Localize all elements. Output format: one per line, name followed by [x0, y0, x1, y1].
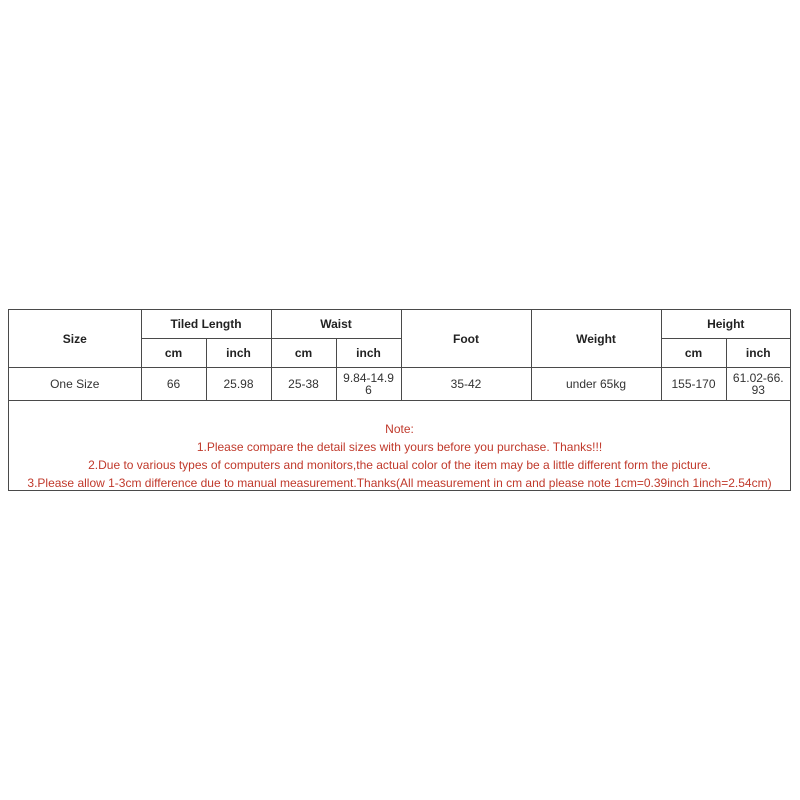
header-weight: Weight	[531, 310, 661, 368]
cell-height-inch	[726, 368, 790, 401]
unit-height-cm: cm	[661, 339, 726, 368]
cell-tiled-length-cm: 66	[141, 368, 206, 401]
unit-tiled-length-inch: inch	[206, 339, 271, 368]
table-row	[9, 368, 790, 401]
cell-waist-inch	[336, 368, 401, 401]
unit-tiled-length-cm: cm	[141, 339, 206, 368]
notes-section	[9, 401, 790, 492]
header-waist: Waist	[271, 310, 401, 339]
header-height: Height	[661, 310, 790, 339]
cell-foot: 35-42	[401, 368, 531, 401]
size-chart	[8, 309, 791, 491]
note-item-3: 3.Please allow 1-3cm difference due to manual measurement.Thanks(All measurement in cm and please note 1cm=0.39inch 1inch=2.54cm)	[27, 476, 772, 490]
cell-tiled-length-inch: 25.98	[206, 368, 271, 401]
cell-height-inch-text: 61.02-66.93	[732, 371, 784, 397]
unit-waist-cm: cm	[271, 339, 336, 368]
header-row	[9, 310, 790, 339]
note-item-2: 2.Due to various types of computers and monitors,the actual color of the item may be a little different form the picture.	[88, 458, 711, 472]
unit-waist-inch: inch	[336, 339, 401, 368]
cell-waist-inch-text: 9.84-14.96	[343, 371, 394, 397]
cell-size: One Size	[9, 368, 141, 401]
cell-weight: under 65kg	[531, 368, 661, 401]
header-foot: Foot	[401, 310, 531, 368]
header-tiled-length: Tiled Length	[141, 310, 271, 339]
unit-height-inch: inch	[726, 339, 790, 368]
size-table	[9, 310, 790, 401]
notes-title: Note:	[385, 422, 414, 436]
cell-height-cm: 155-170	[661, 368, 726, 401]
note-item-1: 1.Please compare the detail sizes with yours before you purchase. Thanks!!!	[196, 440, 603, 454]
header-size: Size	[9, 310, 141, 368]
cell-waist-cm: 25-38	[271, 368, 336, 401]
